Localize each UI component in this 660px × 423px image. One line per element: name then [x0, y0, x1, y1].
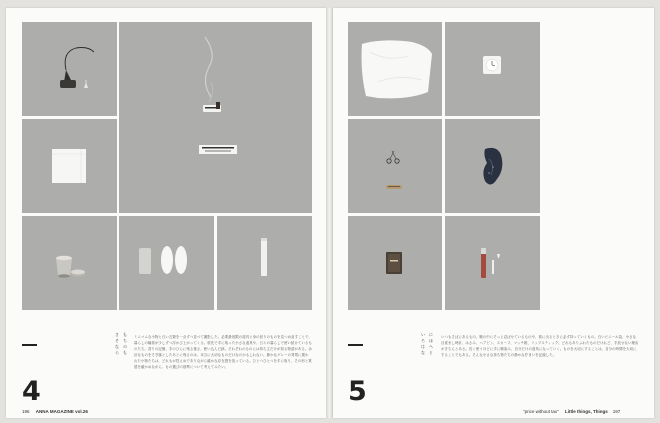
folio [22, 410, 88, 415]
sidebar-glyph: の [123, 344, 127, 349]
scissors-hairpin-illustration [348, 119, 442, 213]
tube-illustration [217, 216, 312, 310]
sidebar-glyph: へ [429, 344, 433, 349]
section-number: 4 [22, 376, 41, 407]
folio-title: ANNA MAGAZINE vol.26 [35, 409, 88, 414]
section-rule [22, 344, 37, 346]
incense-matchbox-illustration [119, 22, 312, 213]
folio-page-number: 196 [22, 409, 30, 414]
sidebar-glyph: ち [123, 338, 127, 343]
slippers-illustration [119, 216, 214, 310]
photo-keychain-bell [22, 22, 117, 116]
folio-title: Little things, Things [564, 409, 608, 414]
section-number: 5 [348, 376, 367, 407]
photo-scarf [445, 119, 540, 213]
sidebar-glyph: も [123, 332, 127, 337]
sidebar-glyph: に [429, 332, 433, 337]
lipstick-illustration [445, 216, 540, 310]
sidebar-glyphs [113, 332, 121, 356]
sidebar-glyph: な [115, 344, 119, 349]
body-text: いつもそばにあるもの。鞄の中にそっと忍ばせているものや、旅に出るときに必ず持っていくもの。白いビニール袋、小さな目覚まし時計、はさみ、ヘアピン、スカーフ、マッチ箱、リップスティック。どれもありふれたものだけれど、手放せない理由がきちんとある。長く使うほどに手に馴染み、自分だけの道具になっていく。ものを大切にすることは、自分の時間を大切にすることでもある。そんな小さな持ち物たちの静かな佇まいを記録した。 [441, 335, 639, 358]
left-page [6, 8, 326, 418]
folio-page-number: 197 [612, 409, 621, 414]
photo-alarm-clock [445, 22, 540, 116]
spine-gutter [326, 8, 333, 418]
sidebar-glyph: ら [115, 350, 119, 355]
photo-lipstick [445, 216, 540, 310]
sidebar-glyph: ほ [429, 338, 433, 343]
photo-slippers [119, 216, 214, 310]
keychain-bell-illustration [22, 22, 117, 116]
photo-shot-glasses [22, 216, 117, 310]
sidebar-glyph: さ [115, 332, 119, 337]
folio-tag: "price without tax" [523, 409, 559, 414]
scarf-illustration [445, 119, 540, 213]
sidebar-glyph: も [123, 350, 127, 355]
photo-plastic-bag [348, 22, 442, 116]
photo-matchbox [348, 216, 442, 310]
shot-glasses-illustration [22, 216, 117, 310]
section-rule [348, 344, 363, 346]
sidebar-glyph: な [421, 350, 425, 355]
photo-white-cloth [22, 119, 117, 213]
matchbox-illustration [348, 216, 442, 310]
white-cloth-illustration [22, 119, 117, 213]
sidebar-glyph: ろ [421, 338, 425, 343]
body-text: ミニマムな小物と白い衣類を一点ずつ並べて撮影した。必要最低限の道具と身の回りのものを見つめ直すことで、暮らしの輪郭が少しずつ浮かび上がってくる。旅先で手に取った小さな道具や、日々の暮らしで使い続けているものたち。香りの記憶、手のひらに残る重さ、使い込んだ跡。それぞれのものには持ち主だけが知る物語がある。余計なものをそぎ落としたあとに残るのは、本当に大切なものだけなのかもしれない。静かなグレーの背景に置かれた小物たちは、どれもが控えめでありながら確かな存在感を放っている。ひとつひとつを手に取り、その形と質感を確かめながら、もの選びの基準について考えてみたい。 [134, 335, 312, 370]
sidebar-glyphs-2 [427, 332, 435, 356]
photo-incense-matchbox [119, 22, 312, 213]
sidebar-glyph: そ [115, 338, 119, 343]
sidebar-glyphs-2 [121, 332, 129, 356]
right-page [333, 8, 654, 418]
plastic-bag-illustration [348, 22, 442, 116]
sidebar-glyphs [419, 332, 427, 356]
folio [523, 410, 620, 415]
sidebar-glyph: い [421, 332, 425, 337]
photo-tube [217, 216, 312, 310]
sidebar-glyph: と [429, 350, 433, 355]
alarm-clock-illustration [445, 22, 540, 116]
sidebar-glyph: は [421, 344, 425, 349]
photo-scissors-hairpin [348, 119, 442, 213]
